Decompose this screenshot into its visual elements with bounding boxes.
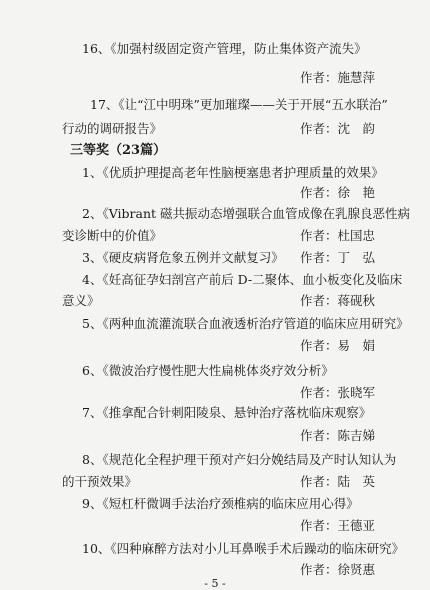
entry-17-author: 作者：沈 韵 <box>300 121 376 136</box>
entry-8-title-line2: 的干预效果》 <box>62 474 138 489</box>
entry-3-title: 3、《硬皮病肾危象五例并文献复习》 <box>82 250 284 265</box>
entry-9-author: 作者：王德亚 <box>300 518 376 533</box>
entry-17-title-line1: 17、《让“江中明珠”更加璀璨——关于开展“五水联治” <box>90 97 388 112</box>
page-number: - 5 - <box>204 577 226 590</box>
entry-7-title: 7、《推拿配合针刺阳陵泉、悬钟治疗落枕临床观察》 <box>82 405 372 420</box>
entry-7-author: 作者：陈吉娣 <box>300 428 376 443</box>
entry-8-author: 作者：陆 英 <box>300 474 376 489</box>
entry-10-title: 10、《四种麻醉方法对小儿耳鼻喉手术后躁动的临床研究》 <box>82 541 405 556</box>
entry-2-author: 作者：杜国忠 <box>300 228 376 243</box>
entry-3-author: 作者：丁 弘 <box>300 250 376 265</box>
entry-16-author: 作者：施慧萍 <box>300 70 376 85</box>
entry-16-title: 16、《加强村级固定资产管理，防止集体资产流失》 <box>82 41 367 56</box>
entry-4-author: 作者：蒋砚秋 <box>300 293 376 308</box>
entry-2-title-line1: 2、《Vibrant 磁共振动态增强联合血管成像在乳腺良恶性病 <box>82 206 410 221</box>
entry-9-title: 9、《短杠杆微调手法治疗颈椎病的临床应用心得》 <box>82 496 359 511</box>
section-title-third-prize: 三等奖（23篇） <box>70 143 167 158</box>
entry-6-author: 作者：张晓军 <box>300 385 376 400</box>
entry-4-title-line2: 意义》 <box>62 293 100 308</box>
entry-10-author: 作者：徐贤惠 <box>300 562 376 577</box>
entry-1-author: 作者：徐 艳 <box>300 185 376 200</box>
entry-2-title-line2: 变诊断中的价值》 <box>62 228 163 243</box>
entry-4-title-line1: 4、《妊高征孕妇剖宫产前后 D-二聚体、血小板变化及临床 <box>82 272 403 287</box>
entry-5-author: 作者：易 娟 <box>300 338 376 353</box>
entry-5-title: 5、《两种血流灌流联合血液透析治疗管道的临床应用研究》 <box>82 316 409 331</box>
entry-17-title-line2: 行动的调研报告》 <box>62 121 163 136</box>
entry-6-title: 6、《微波治疗慢性肥大性扁桃体炎疗效分析》 <box>82 363 334 378</box>
entry-8-title-line1: 8、《规范化全程护理干预对产妇分娩结局及产时认知认为 <box>82 452 397 467</box>
entry-1-title: 1、《优质护理提高老年性脑梗塞患者护理质量的效果》 <box>82 165 384 180</box>
